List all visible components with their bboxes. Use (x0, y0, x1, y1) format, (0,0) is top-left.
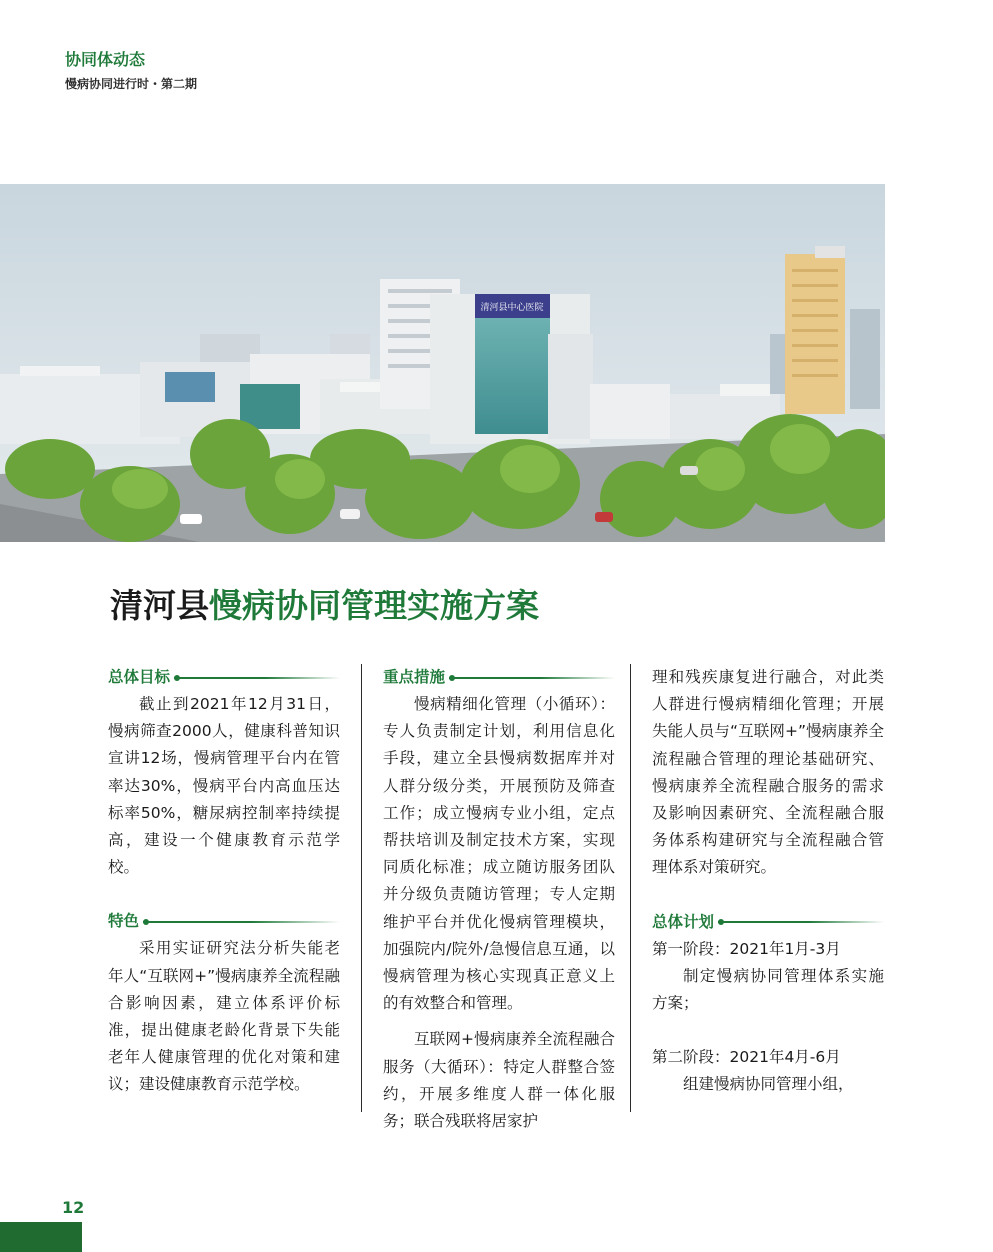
section-heading-label: 总体计划 (652, 912, 715, 931)
column-divider (361, 664, 362, 1112)
hospital-panorama (0, 184, 885, 542)
paragraph: 采用实证研究法分析失能老年人“互联网+”慢病康养全流程融合影响因素，建立体系评价标准，提出健康老龄化背景下失能老年人健康管理的优化对策和建议；建设健康教育示范学校。 (108, 939, 340, 1094)
heading-rule (718, 921, 884, 923)
column-2 (383, 664, 615, 1135)
paragraph-continuation: 理和残疾康复进行融合，对此类人群进行慢病精细化管理；开展失能人员与“互联网+”慢病康养全流程融合管理的理论基础研究、慢病康养全流程融合服务的需求及影响因素研究、全流程融合服务体系构建研究与全流程融合管理体系对策研究。 (652, 668, 884, 877)
section-heading-goal (108, 664, 340, 691)
section-heading-label: 总体目标 (108, 667, 171, 686)
section-heading-feature (108, 908, 340, 935)
stage-label: 第一阶段：2021年1月-3月 (652, 939, 841, 958)
paragraph: 慢病精细化管理（小循环）：专人负责制定计划，利用信息化手段，建立全县慢病数据库并对人群分级分类，开展预防及筛查工作；成立慢病专业小组，定点帮扶培训及制定技术方案，实现同质化标准；成立随访服务团队并分级负责随访管理；专人定期维护平台并优化慢病管理模块，加强院内/院外/急慢信息互通，以慢病管理为核心实现真正意义上的有效整合和管理。 (383, 695, 615, 1013)
title-main: 慢病协同管理实施方案 (209, 586, 539, 625)
heading-rule (143, 921, 340, 923)
page-header (65, 50, 197, 92)
heading-rule (449, 677, 615, 679)
paragraph: 互联网+慢病康养全流程融合服务（大循环）：特定人群整合签约，开展多维度人群一体化服务；联合残联将居家护 (383, 1030, 615, 1131)
issue-label: 慢病协同进行时・第二期 (65, 77, 198, 91)
section-heading-label: 重点措施 (383, 667, 446, 686)
article-title (110, 585, 539, 627)
hospital-sign: 清河县中心医院 (480, 303, 544, 313)
hero-photo (0, 184, 885, 542)
page-number: 12 (62, 1198, 85, 1217)
section-tag: 协同体动态 (65, 50, 146, 69)
stage-label: 第二阶段：2021年4月-6月 (652, 1048, 841, 1067)
heading-rule (174, 677, 340, 679)
title-prefix: 清河县 (110, 586, 209, 625)
stage-content: 组建慢病协同管理小组， (683, 1075, 854, 1094)
paragraph: 截止到2021年12月31日，慢病筛查2000人，健康科普知识宣讲12场，慢病管理平台内在管率达30%，慢病平台内高血压达标率50%，糖尿病控制率持续提高，建设一个健康教育示范学校。 (108, 695, 340, 877)
section-heading-plan (652, 909, 884, 936)
section-heading-measures (383, 664, 615, 691)
footer-bar (0, 1222, 82, 1252)
column-divider (630, 664, 631, 1112)
stage-content: 制定慢病协同管理体系实施方案； (652, 966, 884, 1013)
section-heading-label: 特色 (108, 912, 140, 931)
column-3 (652, 664, 884, 1099)
column-1 (108, 664, 340, 1099)
